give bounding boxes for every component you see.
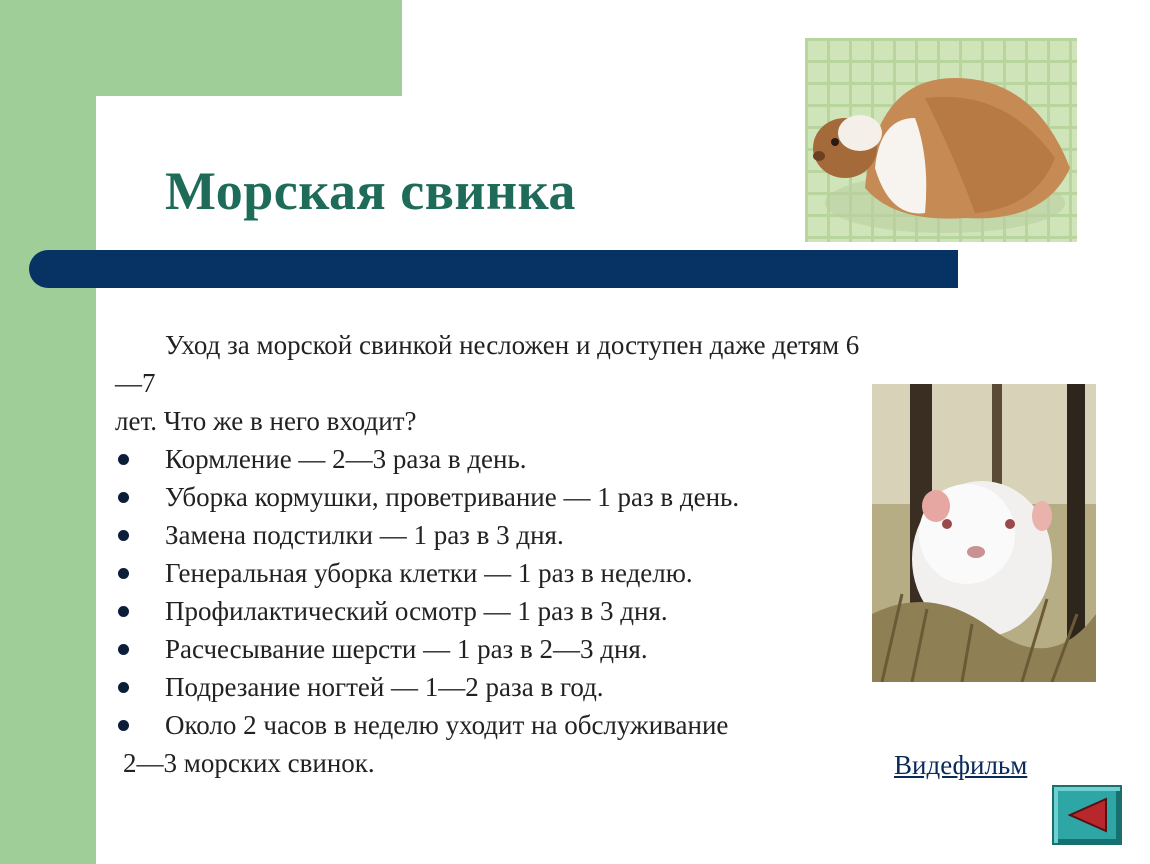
list-item: Генеральная уборка клетки — 1 раз в неделю. — [115, 554, 875, 592]
care-list — [115, 440, 875, 782]
slide-title: Морская свинка — [165, 161, 576, 221]
bullet-dot-icon — [118, 530, 129, 541]
list-item: Уборка кормушки, проветривание — 1 раз в день. — [115, 478, 875, 516]
guinea-pig-photo-2 — [872, 384, 1096, 682]
bullet-dot-icon — [118, 606, 129, 617]
bullet-dot-icon — [118, 568, 129, 579]
bullet-dot-icon — [118, 454, 129, 465]
video-link[interactable]: Видефильм — [894, 750, 1028, 780]
list-item: Замена подстилки — 1 раз в 3 дня. — [115, 516, 875, 554]
body-text — [115, 326, 875, 782]
top-green-block — [96, 0, 402, 96]
list-item: Кормление — 2—3 раза в день. — [115, 440, 875, 478]
bullet-dot-icon — [118, 720, 129, 731]
intro-paragraph — [115, 326, 875, 440]
rounded-corner — [96, 96, 176, 176]
guinea-pig-photo-1 — [805, 38, 1077, 242]
list-item-continuation: 2—3 морских свинок. — [123, 748, 375, 778]
list-item: Расчесывание шерсти — 1 раз в 2—3 дня. — [115, 630, 875, 668]
list-item: Подрезание ногтей — 1—2 раза в год. — [115, 668, 875, 706]
list-item: Около 2 часов в неделю уходит на обслуживание 2—3 морских свинок. — [115, 706, 875, 782]
left-green-band — [0, 0, 96, 864]
intro-line-2: лет. Что же в него входит? — [115, 406, 417, 436]
bullet-dot-icon — [118, 682, 129, 693]
triangle-left-icon — [1068, 797, 1108, 833]
intro-line-1: Уход за морской свинкой несложен и доступен даже детям 6—7 — [115, 330, 860, 398]
list-item: Профилактический осмотр — 1 раз в 3 дня. — [115, 592, 875, 630]
bullet-dot-icon — [118, 644, 129, 655]
back-button[interactable] — [1052, 785, 1122, 845]
title-underline-bar — [29, 250, 958, 288]
bullet-dot-icon — [118, 492, 129, 503]
